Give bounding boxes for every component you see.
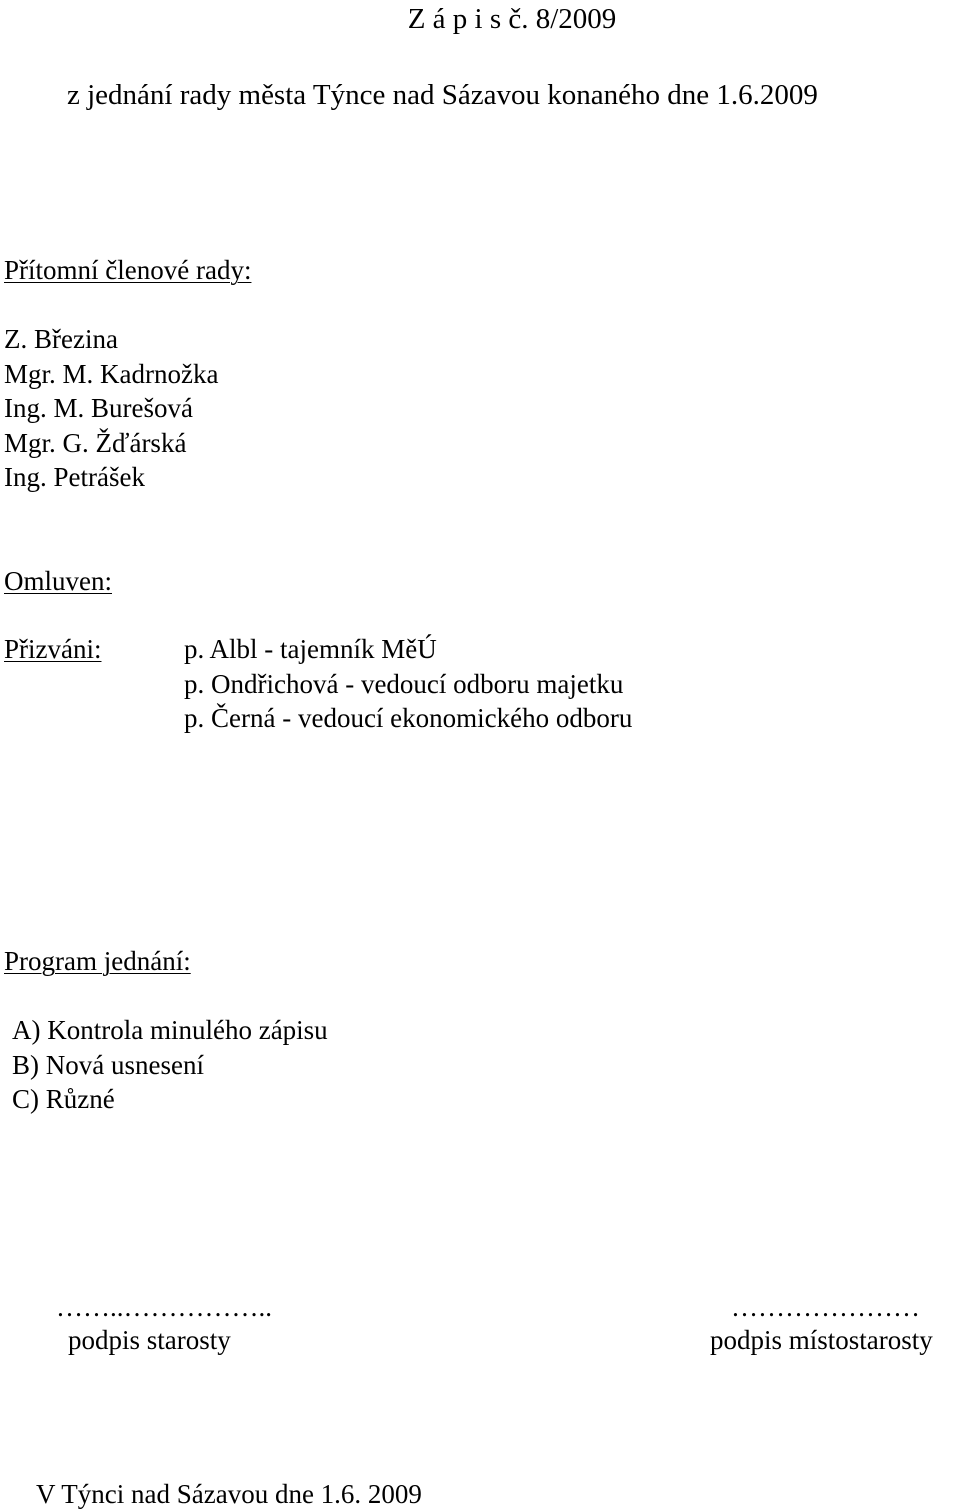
present-members-list xyxy=(4,322,218,495)
agenda-item: A) Kontrola minulého zápisu xyxy=(12,1015,328,1045)
place-and-date: V Týnci nad Sázavou dne 1.6. 2009 xyxy=(36,1479,422,1509)
agenda-item: B) Nová usnesení xyxy=(12,1049,204,1080)
document-title: Z á p i s č. 8/2009 xyxy=(407,3,617,35)
present-members-label: Přítomní členové rady: xyxy=(4,255,252,285)
member-item: Ing. M. Burešová xyxy=(4,393,193,423)
excused-label: Omluven: xyxy=(4,566,112,596)
program-label: Program jednání: xyxy=(4,946,191,976)
member-item: Mgr. M. Kadrnožka xyxy=(4,358,219,389)
invited-list xyxy=(184,632,632,736)
member-item: Z. Březina xyxy=(4,324,118,354)
invited-item: p. Ondřichová - vedoucí odboru majetku xyxy=(184,668,624,699)
signature-line-mayor: ……..…………….. xyxy=(56,1292,272,1322)
invited-item: p. Černá - vedoucí ekonomického odboru xyxy=(184,703,633,733)
member-item: Ing. Petrášek xyxy=(4,462,145,492)
agenda-list xyxy=(12,1013,328,1117)
signature-line-deputy-mayor: ………………… xyxy=(731,1292,920,1322)
signature-label-mayor: podpis starosty xyxy=(68,1325,231,1355)
invited-label: Přizváni: xyxy=(4,634,102,664)
signature-label-deputy-mayor: podpis místostarosty xyxy=(710,1325,933,1355)
member-item: Mgr. G. Žďárská xyxy=(4,427,187,458)
agenda-item: C) Různé xyxy=(12,1084,115,1114)
invited-item: p. Albl - tajemník MěÚ xyxy=(184,634,437,664)
document-subtitle: z jednání rady města Týnce nad Sázavou konaného dne 1.6.2009 xyxy=(67,79,818,111)
